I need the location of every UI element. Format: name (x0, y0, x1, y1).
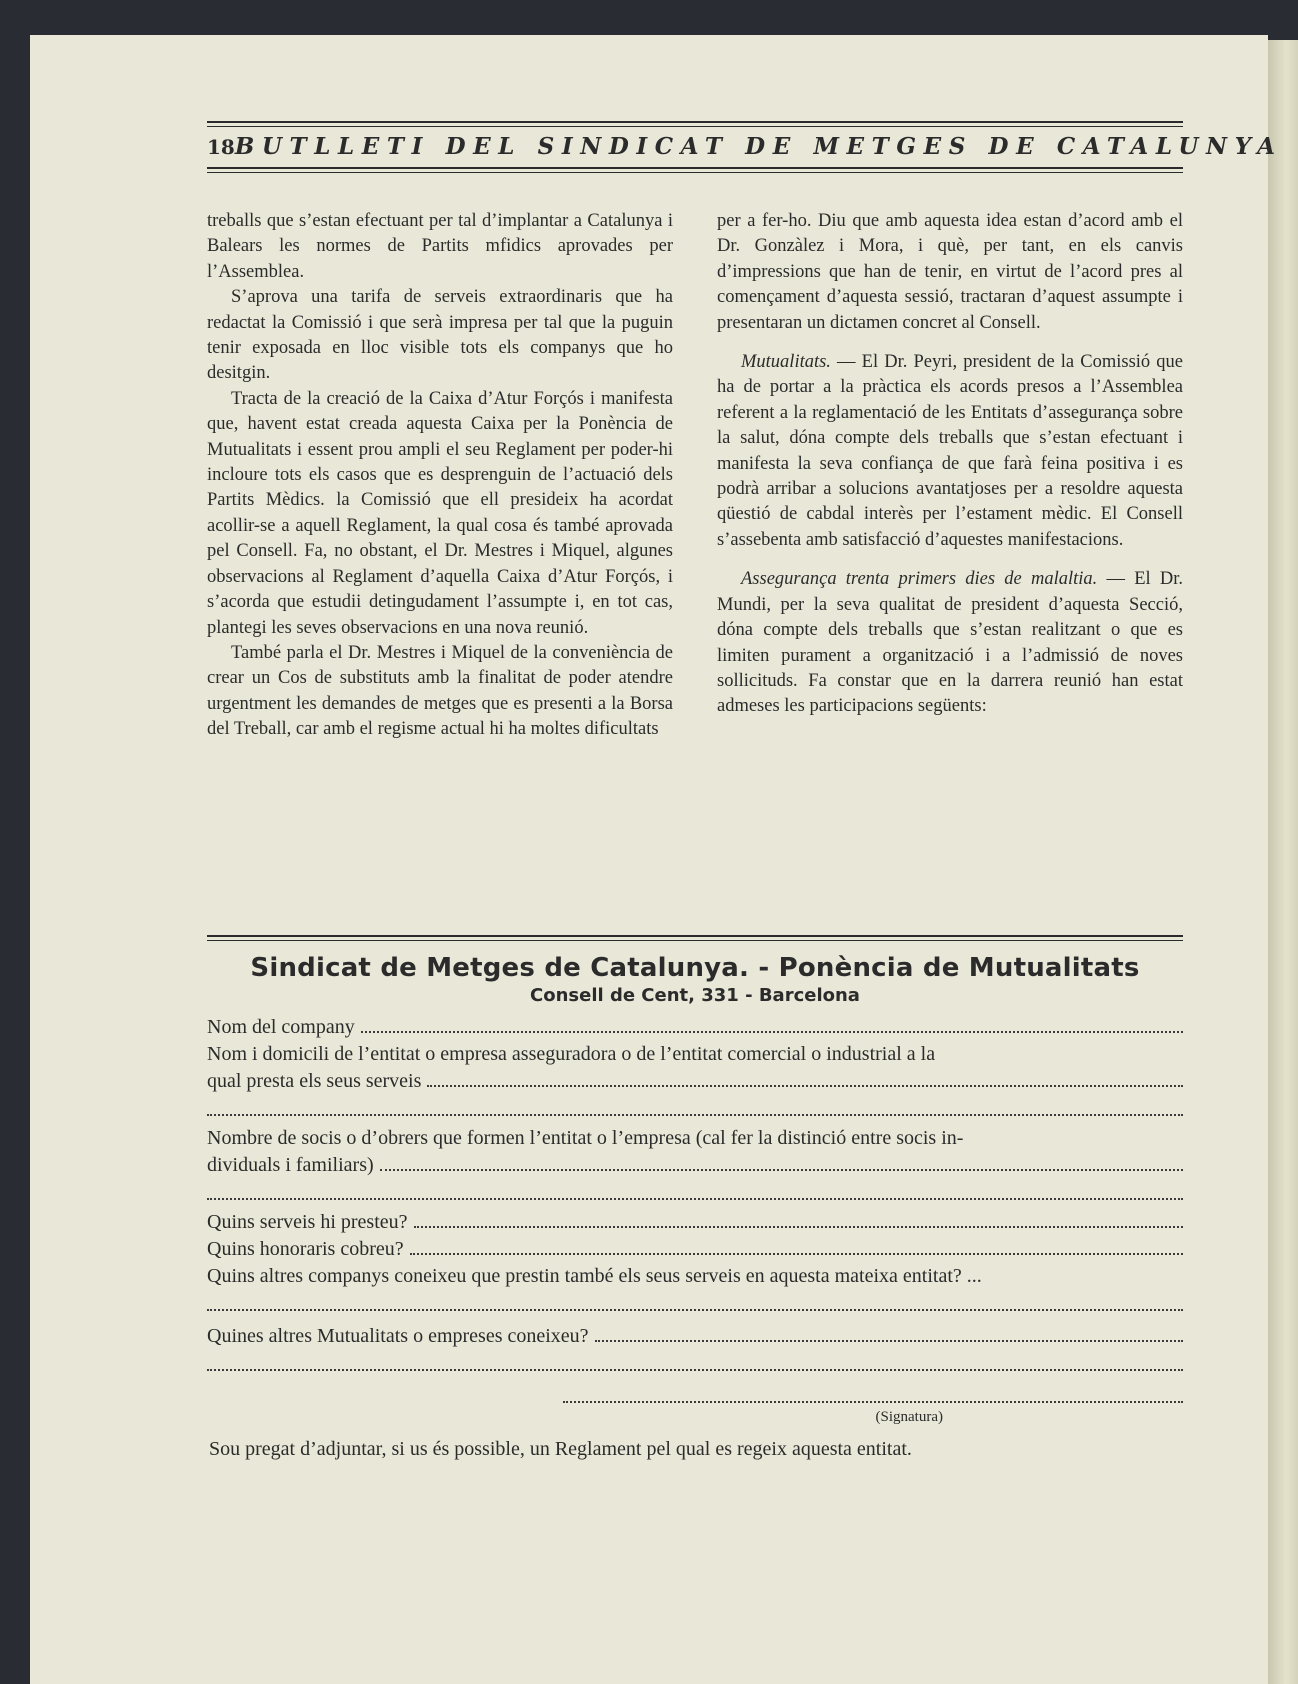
paragraph: També parla el Dr. Mestres i Miquel de la conveniència de crear un Cos de substituts amb la finalitat de poder atendre urgentment les demandes de metges que es presenti a la Borsa del Treball, car amb el regisme actual hi ha moltes dificultats (207, 642, 673, 740)
dotted-fill (427, 1085, 1183, 1087)
section-assegurança (717, 567, 1183, 719)
scan-edge (1268, 40, 1298, 1684)
document-page (30, 35, 1283, 1684)
signature-label: (Signatura) (875, 1409, 943, 1425)
dotted-fill (414, 1226, 1183, 1228)
section-text: — El Dr. Mundi, per la seva qualitat de president d’aquesta Secció, dóna compte dels treballs que s’estan realitzant o que es limiten purament a organització i a l’admissió de noves sollicituds. Fa constar que en la darrera reunió han estat admeses les participacions següents: (717, 569, 1183, 717)
form-rule-top (207, 935, 1183, 941)
section-mutualitats (717, 350, 1183, 553)
dotted-fill (410, 1253, 1183, 1255)
running-header (207, 127, 1283, 167)
left-column (207, 209, 673, 743)
field-label: Quins altres companys coneixeu que prestin també els seus serveis en aquesta mateixa entitat? ... (207, 1265, 982, 1287)
section-title: Assegurança trenta primers dies de malaltia. (741, 569, 1098, 590)
field-label: Quines altres Mutualitats o empreses coneixeu? (207, 1325, 589, 1347)
field-label: dividuals i familiars) (207, 1154, 374, 1176)
journal-title: BUTLLETI DEL SINDICAT DE METGES DE CATALUNYA (234, 133, 1283, 160)
form-field-services[interactable] (207, 1209, 1183, 1236)
field-label: Nom i domicili de l’entitat o empresa asseguradora o de l’entitat comercial o industrial a la (207, 1043, 936, 1065)
paragraph: Tracta de la creació de la Caixa d’Atur Forçós i manifesta que, havent estat creada aquesta Caixa per la Ponència de Mutualitats i essent prou ampli el seu Reglament per poder-hi incloure tots els casos que es desprenguin de l’actuació dels Partits Mèdics. la Comissió que ell presideix ha acordat acollir-se a aquell Reglament, la qual cosa és també aprovada pel Consell. Fa, no obstant, el Dr. Mestres i Miquel, algunes observacions al Reglament d’aquella Caixa d’Atur Forçós, i s’acorda que estudii detingudament l’assumpte i, en tot cas, plantegi les seves observacions en una nova reunió. (207, 388, 673, 638)
dotted-fill (207, 1309, 1183, 1311)
paragraph: S’aprova una tarifa de serveis extraordinaris que ha redactat la Comissió i que serà impresa per tal que la puguin tenir exposada en lloc visible tots els companys que ho desitgin. (207, 287, 673, 384)
form-field-mutuals[interactable] (207, 1323, 1183, 1350)
closing-note: Sou pregat d’adjuntar, si us és possible, un Reglament pel qual es regeix aquesta entitat. (209, 1438, 912, 1460)
page-number: 18 (207, 135, 235, 159)
dotted-fill (595, 1340, 1183, 1342)
field-label: Nombre de socis o d’obrers que formen l’entitat o l’empresa (cal fer la distinció entre socis in- (207, 1127, 964, 1149)
form-title: Sindicat de Metges de Catalunya. - Ponència de Mutualitats (250, 953, 1140, 983)
right-column (717, 209, 1183, 743)
blank-answer-line[interactable] (207, 1095, 1183, 1122)
form-field-members[interactable] (207, 1152, 1183, 1179)
field-label: Quins honoraris cobreu? (207, 1238, 404, 1260)
blank-answer-line[interactable] (207, 1350, 1183, 1377)
paragraph: per a fer-ho. Diu que amb aquesta idea estan d’acord amb el Dr. Gonzàlez i Mora, i què, per tant, en els canvis d’impressions que han de tenir, en virtut de l’acord pres al començament d’aquesta sessió, tractaran d’aquest assumpte i presentaran un dictamen concret al Consell. (717, 211, 1183, 333)
form-field-colleagues[interactable] (207, 1263, 1183, 1290)
blank-answer-line[interactable] (207, 1179, 1183, 1206)
blank-answer-line[interactable] (207, 1290, 1183, 1317)
dotted-fill (207, 1114, 1183, 1116)
field-label: qual presta els seus serveis (207, 1070, 422, 1092)
dotted-fill (207, 1198, 1183, 1200)
section-text: — El Dr. Peyri, president de la Comissió que ha de portar a la pràctica els acords presos a l’Assemblea referent a la reglamentació de les Entitats d’assegurança sobre la salut, dóna compte dels treballs que s’estan efectuant i manifesta la seva confiança de que farà feina positiva i es podrà arribar a solucions avantatjoses per a resoldre aquesta qüestió de cabdal interès per l’estament mèdic. El Consell s’assebenta amb satisfacció d’aquestes manifestacions. (717, 352, 1183, 550)
header-rule-bottom (207, 167, 1183, 173)
dotted-fill (207, 1369, 1183, 1371)
form-field-fees[interactable] (207, 1236, 1183, 1263)
article-area (207, 121, 1283, 743)
field-label: Quins serveis hi presteu? (207, 1211, 408, 1233)
dotted-fill (380, 1169, 1183, 1171)
form-address: Consell de Cent, 331 - Barcelona (530, 985, 860, 1006)
section-title: Mutualitats. (741, 352, 831, 373)
form-field-name[interactable] (207, 1014, 1183, 1041)
signature-line[interactable] (207, 1377, 1183, 1407)
dotted-fill (563, 1401, 1183, 1403)
two-column-text (207, 209, 1183, 743)
form-field-entity[interactable] (207, 1068, 1183, 1095)
questionnaire-form (207, 935, 1183, 1461)
paragraph: treballs que s’estan efectuant per tal d’implantar a Catalunya i Balears les normes de Partits mfidics aprovades per l’Assemblea. (207, 211, 673, 282)
field-label: Nom del company (207, 1016, 355, 1038)
dotted-fill (361, 1031, 1183, 1033)
